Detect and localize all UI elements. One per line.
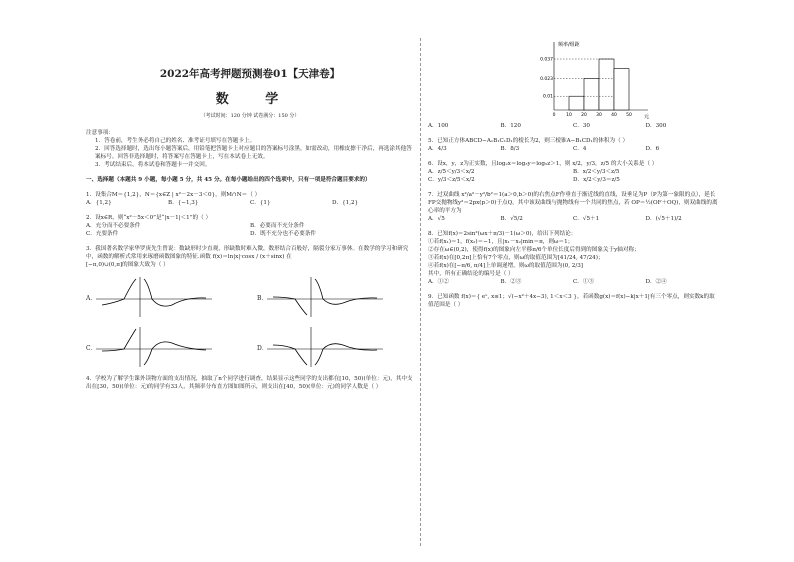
hist-x-tick: 50 xyxy=(626,113,632,118)
q2-option-b[interactable]: B．必要而不充分条件 xyxy=(250,223,305,229)
q6-option-a[interactable]: A．z/5＜y/3＜x/2 xyxy=(428,169,475,175)
q5-options xyxy=(428,145,718,153)
q5-option-a[interactable]: A．4/3 xyxy=(428,146,447,152)
hist-x-tick: 40 xyxy=(611,113,617,118)
exam-subject: 数 学 xyxy=(215,92,295,107)
note-item: 3．考试结束后，将本试卷和答题卡一并交回。 xyxy=(95,162,211,168)
q4-option-d[interactable]: D．300 xyxy=(645,123,667,129)
q6-option-b[interactable]: B．x/2＜y/3＜z/5 xyxy=(573,169,620,175)
note-item: 1．答卷前，考生务必将自己的姓名、准考证号填写在答题卡上。 xyxy=(95,138,256,144)
hist-x-tick: 0 xyxy=(552,113,556,118)
q2-stem: 2．设x∈R，则“x²－5x＜0”是“|x－1|＜1”的（ ） xyxy=(86,215,212,221)
graph-d-plot xyxy=(265,325,385,369)
q7-stem: 7．过双曲线 x²/a²－y²/b²＝1(a＞0,b＞0)的右焦点F作垂直于渐近线的直线，设垂足为P（P为第一象限的点），延长FP交抛物线y²＝2px(p＞0)于点Q，其中该双曲线与抛物线有一个共同的焦点，若 OP＝½(OF＋OQ)，则双曲线的离心率的平方为 xyxy=(428,192,718,214)
q2-option-a[interactable]: A．充分而不必要条件 xyxy=(86,223,141,229)
hist-y-tick: 0.037 xyxy=(540,57,553,63)
q1-option-b[interactable]: B．{−1,3} xyxy=(168,200,199,206)
q3-graph-d[interactable]: D． xyxy=(257,325,414,369)
q1-option-c[interactable]: C．{1} xyxy=(250,200,271,206)
hist-y-tick: 0.023 xyxy=(540,76,553,82)
hist-x-tick: 30 xyxy=(596,113,602,118)
q4-option-b[interactable]: B．120 xyxy=(500,123,521,129)
hist-bar xyxy=(569,96,584,110)
notes-heading: 注意事项： xyxy=(86,130,114,136)
q3-stem-domain: [−π,0)∪(0,π]的图象大致为（ ） xyxy=(86,262,169,268)
q4-stem: 4．学校为了解学生课外读物方面的支出情况，抽取了n个同学进行调查，结果显示这些同学的支出都在[10，50)(单位：元)，其中支出在[30，50)(单位：元)的同学有33人，其频率分布直方图如图所示，则支出在[40，50)(单位：元)的同学人数是（ ） xyxy=(86,376,413,390)
q8-stem: 8．已知f(x)＝2sin²(ωx＋π/3)－1(ω＞0)，给出下列结论： xyxy=(428,231,577,237)
left-column xyxy=(86,64,414,391)
q6-stem: 6．设x，y，z为正实数，且log₂x＝log₃y＝log₅z＞1，则 x/2，y/3，z/5 的大小关系是（ ） xyxy=(428,161,658,167)
q8-option-c[interactable]: C．①③ xyxy=(573,279,595,285)
hist-xunit: 元 xyxy=(644,114,650,120)
q7-option-b[interactable]: B．√5/2 xyxy=(500,216,523,222)
q7-option-c[interactable]: C．√5＋1 xyxy=(573,216,600,222)
q4-option-a[interactable]: A．100 xyxy=(428,123,449,129)
hist-bar xyxy=(614,69,629,110)
q1-option-a[interactable]: A．{1,2} xyxy=(86,200,112,206)
q3-graph-options xyxy=(86,275,414,369)
q5-stem: 5．已知正方体ABCD−A₁B₁C₁D₁的棱长为2，则三棱锥A−B₁CD₁的体积为（ ） xyxy=(428,138,629,144)
q8-options xyxy=(428,278,718,286)
q8-item: ③若f(x)在[0,2π]上恰有7个零点，则ω的取值范围为[41/24, 47/24)； xyxy=(428,255,604,261)
q9-stem: 9．已知函数 f(x)＝{ eˣ, x≤1；√(−x²＋4x−3), 1＜x＜3 }，若函数g(x)＝f(x)−k|x＋1|有三个零点，则实数k的取值范围是（ ） xyxy=(428,294,715,308)
q4-option-c[interactable]: C．30 xyxy=(573,123,590,129)
exam-title: 2022年高考押题预测卷01【天津卷】 xyxy=(159,68,341,80)
q7-option-a[interactable]: A．√5 xyxy=(428,216,445,222)
section-heading: 一、选择题（本题共 9 小题，每小题 5 分，共 45 分。在每小题给出的四个选项中，只有一项是符合题目要求的） xyxy=(86,177,371,183)
q6-option-c[interactable]: C．y/3＜z/5＜x/2 xyxy=(428,177,475,183)
exam-meta: （考试时间：120 分钟 试卷满分：150 分） xyxy=(200,113,300,119)
graph-a-plot xyxy=(94,275,214,319)
q8-option-a[interactable]: A．①② xyxy=(428,279,449,285)
right-column xyxy=(428,38,718,309)
hist-bar xyxy=(584,78,599,110)
q8-item: ②存在ω∈(0,2)，使得f(x)的图象向左平移π/6个单位长度后得到的图象关于y轴对称； xyxy=(428,247,640,253)
hist-ylabel: 频率/组距 xyxy=(558,42,580,48)
q2-option-c[interactable]: C．充要条件 xyxy=(86,231,119,237)
q3-graph-a[interactable]: A． xyxy=(86,275,243,319)
hist-x-tick: 10 xyxy=(566,113,572,118)
q8-item: ①若f(x₁)＝1，f(x₂)＝−1，且|x₁－x₂|min＝π，则ω＝1； xyxy=(428,239,574,245)
q6-option-d[interactable]: D．x/2＜y/3＝z/5 xyxy=(573,177,620,183)
q2-options-row2 xyxy=(86,230,414,238)
column-separator xyxy=(420,38,421,546)
frequency-histogram xyxy=(540,38,652,122)
q8-option-b[interactable]: B．②③ xyxy=(500,279,522,285)
q5-option-c[interactable]: C．4 xyxy=(573,146,587,152)
q3-stem: 3．我国著名数学家华罗庚先生曾说：数缺形时少直观，形缺数时难入微，数形结合百般好，隔裂分家万事休。在数学的学习和研究中，函数的解析式常用来琢磨函数图象的特征.函数 f(x)＝ln|x|·cosx / (x＋sinx) 在 xyxy=(86,246,409,260)
q3-graph-b[interactable]: B． xyxy=(257,275,414,319)
q8-tail: 其中，所有正确结论的编号是（ ） xyxy=(428,271,514,277)
q6-options-row2 xyxy=(428,176,718,184)
q4-options xyxy=(428,122,718,130)
hist-x-tick: 20 xyxy=(581,113,587,118)
q5-option-d[interactable]: D．6 xyxy=(645,146,660,152)
q6-options-row1 xyxy=(428,168,718,176)
graph-c-plot xyxy=(94,325,214,369)
q7-option-d[interactable]: D．(√5＋1)/2 xyxy=(645,216,682,222)
graph-b-plot xyxy=(265,275,385,319)
q2-options-row1 xyxy=(86,222,414,230)
q3-graph-c[interactable]: C． xyxy=(86,325,243,369)
q1-option-d[interactable]: D．{1,2} xyxy=(332,200,359,206)
q1-stem: 1．设集合M＝{1,2}，N＝{x∈Z | x²－2x－3＜0}，则M∩N＝（ ） xyxy=(86,192,261,198)
q7-options xyxy=(428,215,718,223)
q8-item: ④若f(x)在[−π/6, π/4]上单调递增，则ω的取值范围为(0, 2/3] xyxy=(428,263,583,269)
hist-y-tick: 0.01 xyxy=(542,94,553,100)
q1-options xyxy=(86,199,414,207)
hist-bar xyxy=(599,59,614,110)
q2-option-d[interactable]: D．既不充分也不必要条件 xyxy=(250,231,317,237)
q8-option-d[interactable]: D．②④ xyxy=(645,279,667,285)
note-item: 2．回答选择题时，选出每小题答案后，用铅笔把答题卡上对应题目的答案标号涂黑。如需改动，用橡皮擦干净后，再选涂其他答案标号。回答非选择题时，将答案写在答题卡上，写在本试卷上无效。 xyxy=(95,146,412,160)
q5-option-b[interactable]: B．8/3 xyxy=(500,146,520,152)
